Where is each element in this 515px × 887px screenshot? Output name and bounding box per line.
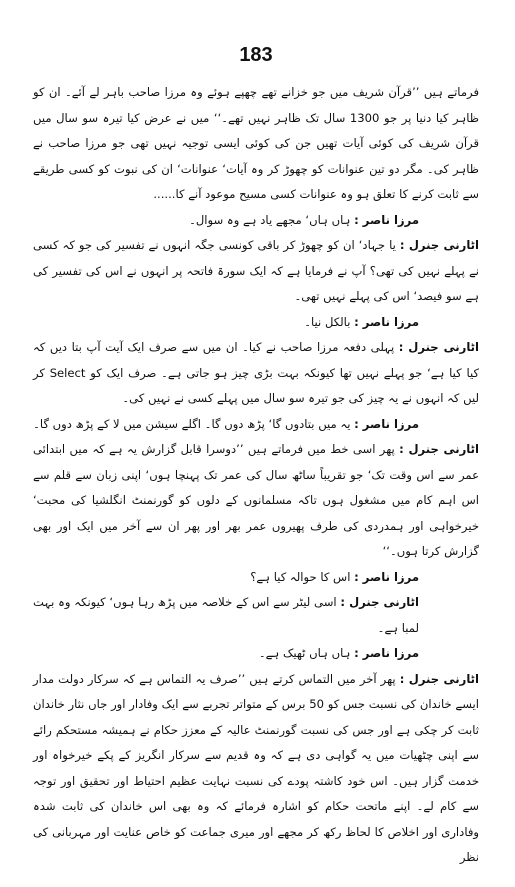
paragraph xyxy=(33,310,479,336)
speaker-label: اٹارنی جنرل : xyxy=(399,671,479,686)
paragraph-text: پھر اسی خط میں فرماتے ہیں ’’دوسرا قابل گزارش یہ ہے کہ میں ابتدائی عمر سے اس وقت تک‘ جو تقریباً ساٹھ سال کی عمر تک پہنچا ہوں‘ اپنی زبان سے قلم سے اس اہم کام میں مشغول ہوں تاکہ مسلمانوں کے دلوں کو گورنمنٹ انگلشیا کی محبت‘ خیرخواہی اور ہمدردی کی طرف پھیروں عمر بھر اور پھر ان سے آخر میں ایک اور بھی گزارش کرتا ہوں۔‘‘ xyxy=(33,442,479,558)
speaker-label: مرزا ناصر : xyxy=(354,416,419,431)
paragraph-text: ہاں ہاں‘ مجھے یاد ہے وہ سوال۔ xyxy=(189,212,351,227)
paragraph-text: یا جہاد‘ ان کو چھوڑ کر باقی کونسی جگہ انہوں نے تفسیر کی جو کہ کسی نے پہلے نہیں کی تھی؟ آپ نے فرمایا ہے کہ ایک سورۃ فاتحہ پر انہوں نے اس کی تفسیر کی ہے سو فیصد‘ اس کی پہلے نہیں تھی۔ xyxy=(33,238,479,303)
speaker-label: اٹارنی جنرل : xyxy=(340,595,419,609)
paragraph-text: اس کا حوالہ کیا ہے؟ xyxy=(250,569,351,584)
paragraph xyxy=(33,335,479,412)
speaker-label: مرزا ناصر : xyxy=(354,646,419,660)
speaker-label: مرزا ناصر : xyxy=(354,314,419,329)
paragraph-text: پہلی دفعہ مرزا صاحب نے کیا۔ ان میں سے صرف ایک آیت آپ بتا دیں کہ کیا کیا ہے‘ جو پہلے نہیں تھا کیونکہ بہت بڑی چیز ہو جاتی ہے۔ صرف ایک کو Select کر لیں کہ انہوں نے یہ چیز کی جو تیرہ سو سال میں پہلے کسی نے نہیں کی۔ xyxy=(33,340,479,405)
paragraph-text: پھر آخر میں التماس کرتے ہیں ’’صرف یہ التماس ہے کہ سرکار دولت مدار ایسے خاندان کی نسبت جس کو 50 برس کے متواتر تجربے سے ایک وفادار اور جاں نثار خاندان ثابت کر چکی ہے اور جس کی نسبت گورنمنٹ عالیہ کے معزز حکام نے ہمیشہ مستحکم رائے سے اپنی چٹھیات میں یہ گواہی دی ہے کہ وہ قدیم سے سرکار انگریز کے پکے خیرخواہ اور خدمت گزار ہیں۔ اس خود کاشتہ پودے کی نسبت نہایت عظیم احتیاط اور تحقیق اور توجہ سے کام لے۔ اپنے ماتحت حکام کو اشارہ فرمائے کہ وہ بھی اس خاندان کی ثابت شدہ وفاداری اور اخلاص کا لحاظ رکھ کر مجھے اور میری جماعت کو خاص عنایت اور مہربانی کی نظر xyxy=(33,671,479,864)
paragraph xyxy=(33,641,479,667)
speaker-label: مرزا ناصر : xyxy=(354,569,419,584)
page-number: 183 xyxy=(239,44,273,66)
paragraph xyxy=(33,208,479,234)
paragraph xyxy=(33,80,479,208)
paragraph xyxy=(33,565,479,591)
speaker-label: اٹارنی جنرل : xyxy=(399,238,479,252)
paragraph-text: یہ میں بتادوں گا‘ پڑھ دوں گا۔ اگلے سیشن میں لا کے پڑھ دوں گا۔ xyxy=(33,416,351,431)
document-body xyxy=(33,80,479,871)
paragraph-text: فرماتے ہیں ’’قرآن شریف میں جو خزانے تھے چھپے ہوئے وہ مرزا صاحب باہر لے آئے۔ ان کو ظاہر کیا دنیا پر جو 1300 سال تک ظاہر نہیں تھے۔‘‘ میں نے عرض کیا تیرہ سو سال میں قرآن شریف کی کوئی آیات تھیں جن کی کوئی ایسی توجیہ نہیں تھی جو مرزا صاحب نے ظاہر کی۔ مگر دو تین عنوانات کو چھوڑ کر وہ آیات‘ عنوانات‘ ان کی نبوت کو کسی طریقے سے ثابت کرنے کا تعلق ہو وہ عنوانات کسی مسیح موعود آنے کا...... xyxy=(33,85,479,201)
paragraph xyxy=(33,437,479,565)
speaker-label: اٹارنی جنرل : xyxy=(399,442,479,456)
speaker-label: مرزا ناصر : xyxy=(354,212,419,227)
paragraph xyxy=(33,590,479,641)
paragraph-text: اسی لیٹر سے اس کے خلاصہ میں پڑھ رہا ہوں‘ کیونکہ وہ بہت لمبا ہے۔ xyxy=(33,595,419,635)
speaker-label: اٹارنی جنرل : xyxy=(398,340,480,354)
paragraph xyxy=(33,412,479,438)
paragraph xyxy=(33,667,479,871)
paragraph xyxy=(33,233,479,310)
paragraph-text: ہاں ہاں ٹھیک ہے۔ xyxy=(258,646,351,660)
paragraph-text: بالکل نیا۔ xyxy=(304,314,351,329)
